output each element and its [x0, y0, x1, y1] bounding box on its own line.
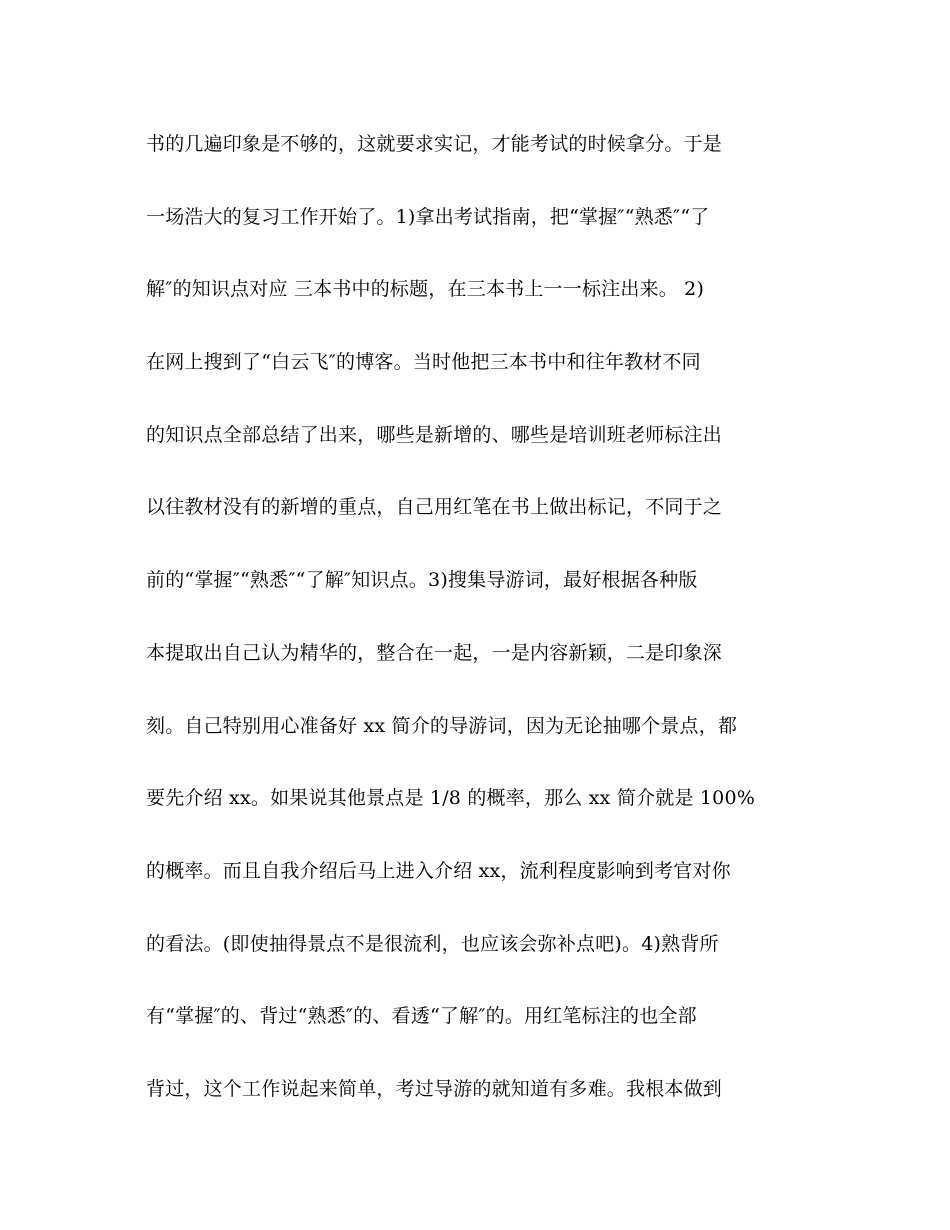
text-line-8: 本提取出自己认为精华的，整合在一起，一是内容新颖，二是印象深 [146, 641, 723, 664]
text-line-2: 一场浩大的复习工作开始了。1)拿出考试指南，把“掌握″“熟悉″“了 [146, 205, 710, 228]
body-text [146, 124, 826, 1142]
text-line-5: 的知识点全部总结了出来，哪些是新增的、哪些是培训班老师标注出 [146, 423, 723, 446]
text-line-4: 在网上搜到了“白云飞″的博客。当时他把三本书中和往年教材不同 [146, 351, 701, 374]
text-line-11: 的概率。而且自我介绍后马上进入介绍 xx，流利程度影响到考官对你 [146, 859, 731, 882]
text-line-14: 背过，这个工作说起来简单，考过导游的就知道有多难。我根本做到 [146, 1077, 723, 1100]
text-line-7: 前的“掌握″“熟悉″“了解″知识点。3)搜集导游词，最好根据各种版 [146, 569, 698, 592]
text-line-6: 以往教材没有的新增的重点，自己用红笔在书上做出标记，不同于之 [146, 496, 723, 519]
text-line-9: 刻。自己特别用心准备好 xx 简介的导游词，因为无论抽哪个景点，都 [146, 714, 738, 737]
text-line-13: 有“掌握″的、背过“熟悉″的、看透“了解″的。用红笔标注的也全部 [146, 1005, 697, 1028]
text-line-10: 要先介绍 xx。如果说其他景点是 1/8 的概率，那么 xx 简介就是 100% [146, 787, 755, 810]
text-line-1: 书的几遍印象是不够的，这就要求实记，才能考试的时候拿分。于是 [146, 133, 723, 155]
text-line-12: 的看法。(即使抽得景点不是很流利，也应该会弥补点吧)。4)熟背所 [146, 932, 719, 955]
text-line-3: 解″的知识点对应 三本书中的标题，在三本书上一一标注出来。 2) [146, 278, 705, 301]
